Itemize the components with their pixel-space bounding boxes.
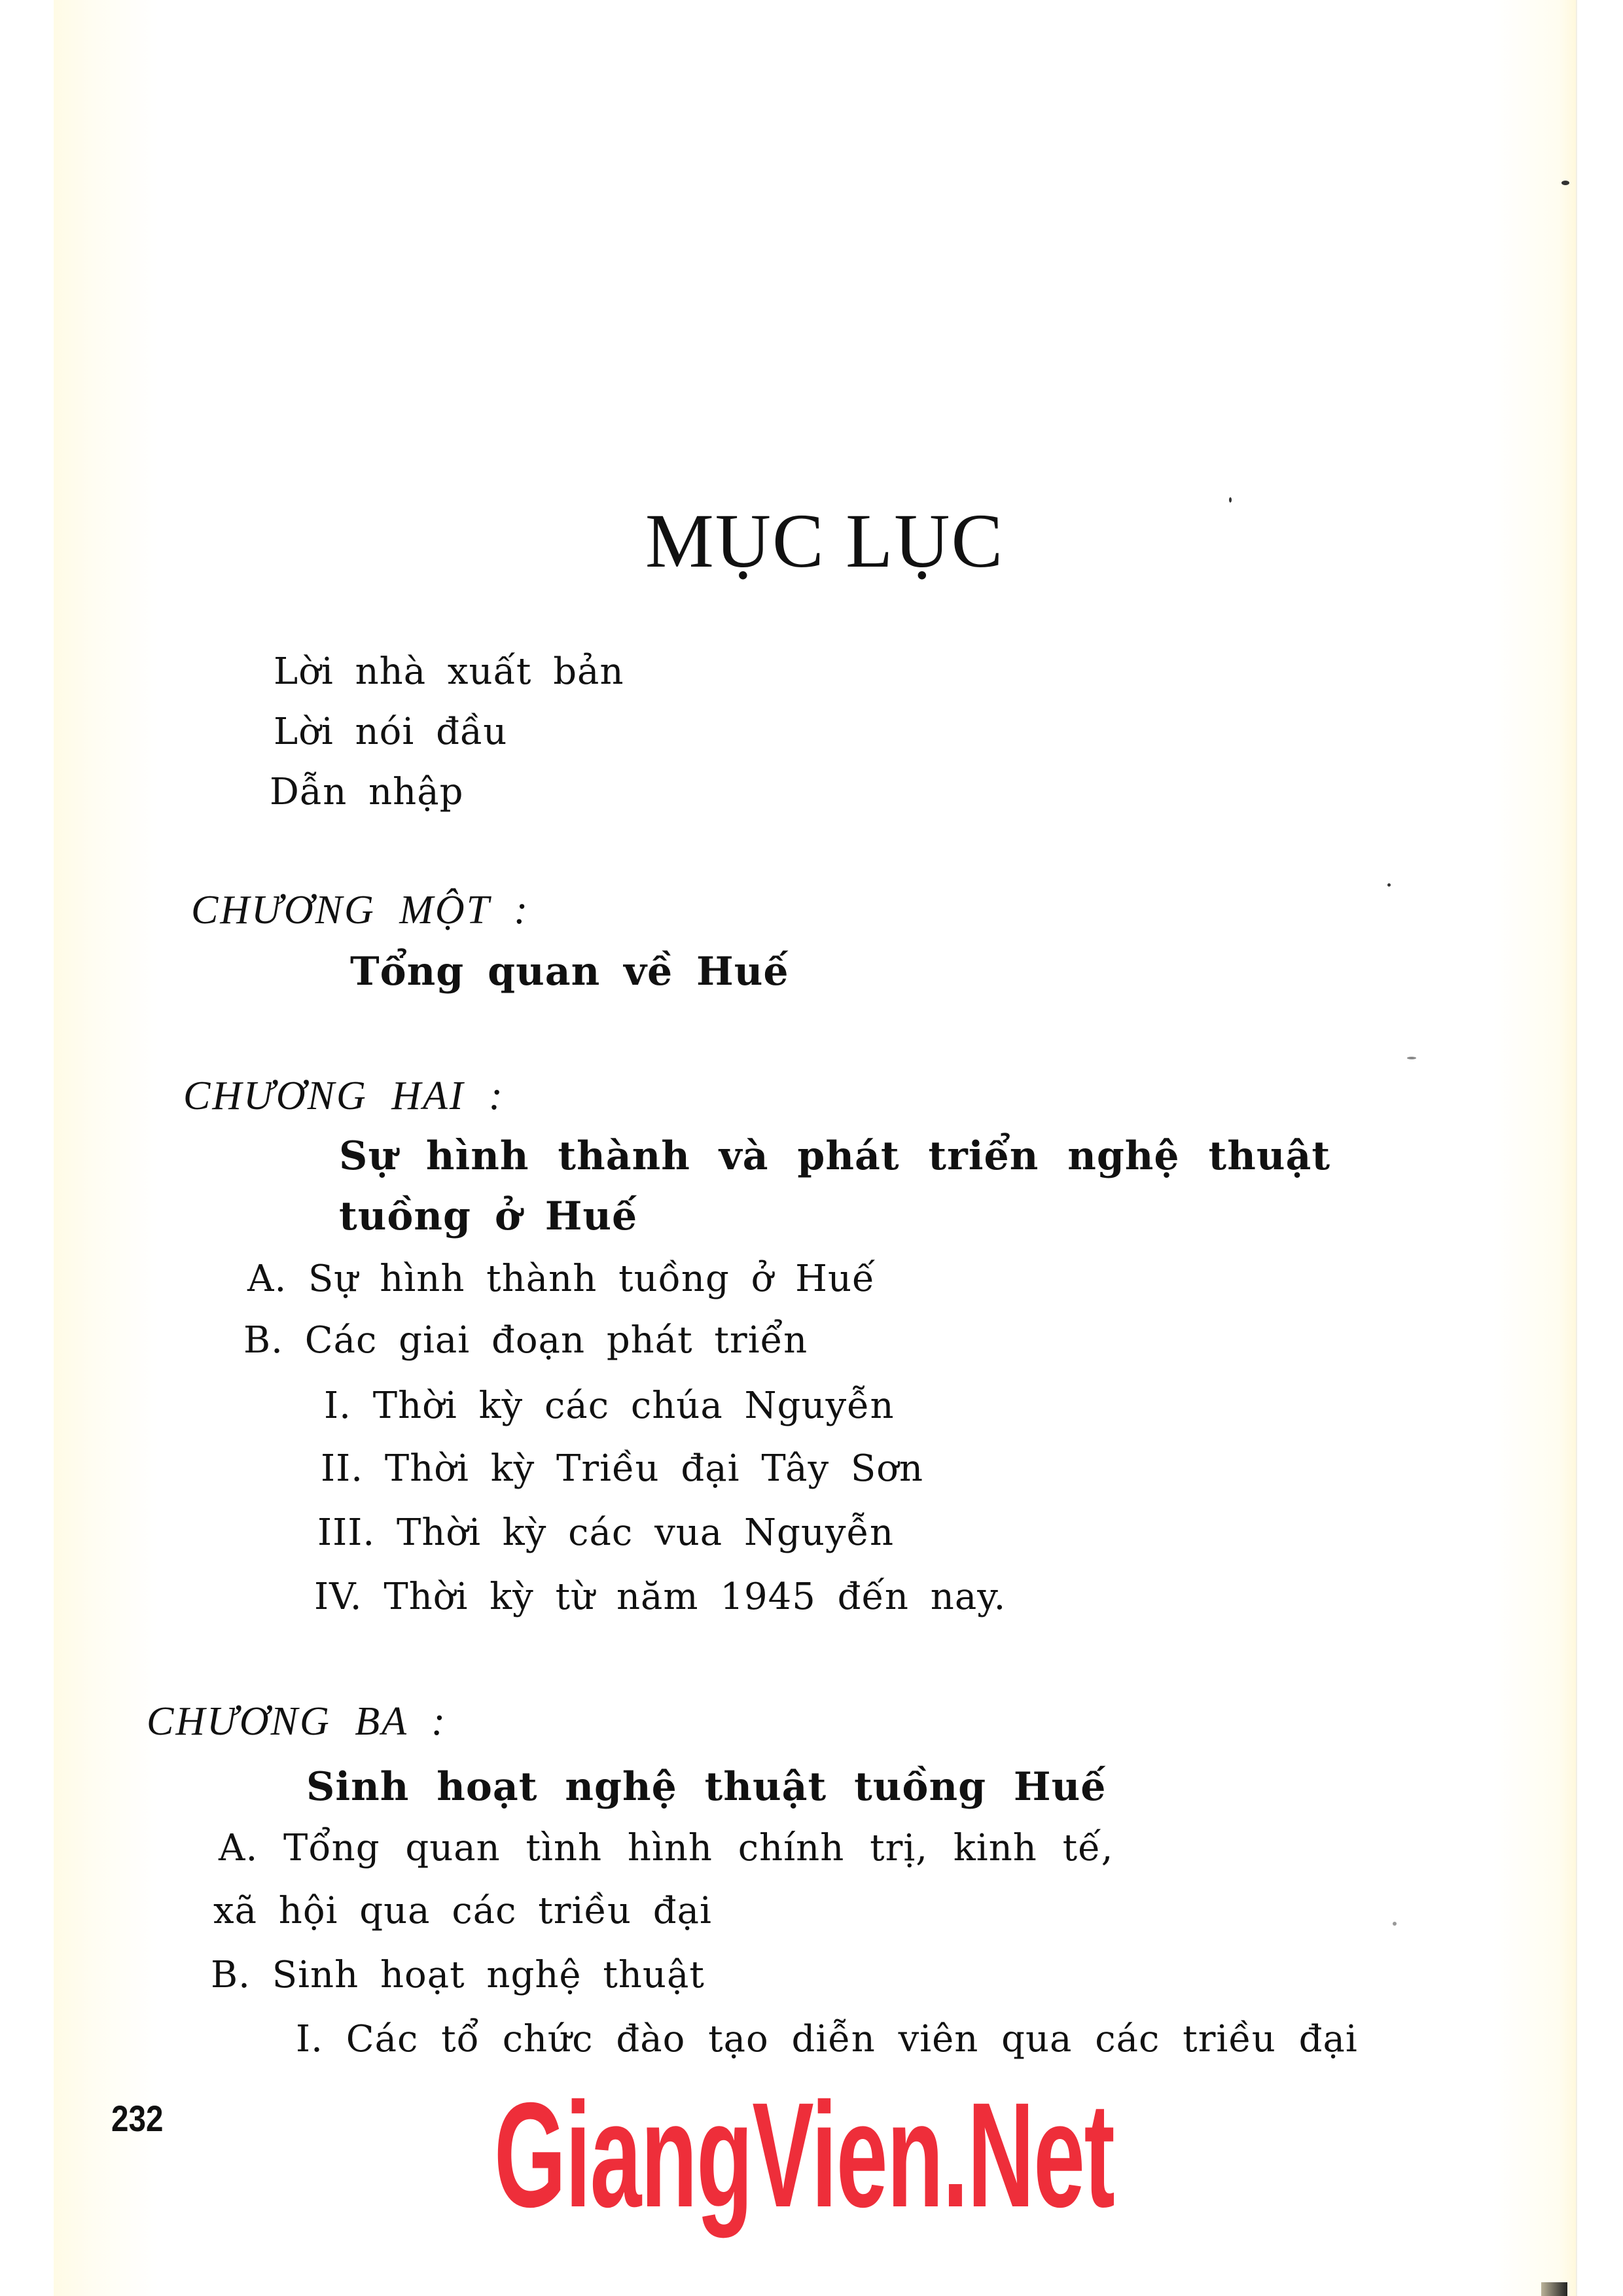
watermark-logo: GiangVien.Net <box>494 2072 1115 2238</box>
toc-section: A. Sự hình thành tuồng ở Huế <box>247 1258 876 1300</box>
chapter-title-continuation: tuồng ở Huế <box>339 1193 638 1239</box>
chapter-title: Sinh hoạt nghệ thuật tuồng Huế <box>306 1764 1107 1810</box>
chapter-label: CHƯƠNG BA : <box>147 1699 448 1744</box>
toc-section-continuation: xã hội qua các triều đại <box>213 1890 712 1932</box>
chapter-label: CHƯƠNG MỘT : <box>191 888 530 932</box>
chapter-title: Sự hình thành và phát triển nghệ thuật <box>339 1133 1331 1179</box>
toc-entry-front-matter: Dẫn nhập <box>270 771 464 813</box>
scan-speck <box>1387 883 1391 887</box>
toc-section: B. Các giai đoạn phát triển <box>243 1319 808 1362</box>
scan-speck <box>1407 1057 1416 1059</box>
scan-speck <box>1561 181 1569 185</box>
toc-section: A. Tổng quan tình hình chính trị, kinh tế, <box>219 1827 1114 1869</box>
toc-subsection: I. Các tổ chức đào tạo diễn viên qua các triều đại <box>296 2018 1358 2060</box>
scan-speck <box>1393 1922 1397 1926</box>
scan-corner-shadow <box>1541 2282 1567 2296</box>
toc-subsection: II. Thời kỳ Triều đại Tây Sơn <box>321 1447 924 1490</box>
chapter-title: Tổng quan về Huế <box>350 949 789 995</box>
toc-subsection: I. Thời kỳ các chúa Nguyễn <box>324 1385 895 1427</box>
toc-section: B. Sinh hoạt nghệ thuật <box>211 1954 705 1996</box>
toc-entry-front-matter: Lời nói đầu <box>274 711 508 753</box>
page-title: MỤC LỤC <box>645 498 1005 584</box>
toc-entry-front-matter: Lời nhà xuất bản <box>274 650 624 693</box>
toc-subsection: III. Thời kỳ các vua Nguyễn <box>317 1511 895 1554</box>
page-number: 232 <box>111 2098 164 2139</box>
chapter-label: CHƯƠNG HAI : <box>183 1074 505 1118</box>
page-edge <box>1576 0 1577 2296</box>
toc-subsection: IV. Thời kỳ từ năm 1945 đến nay. <box>314 1576 1007 1618</box>
